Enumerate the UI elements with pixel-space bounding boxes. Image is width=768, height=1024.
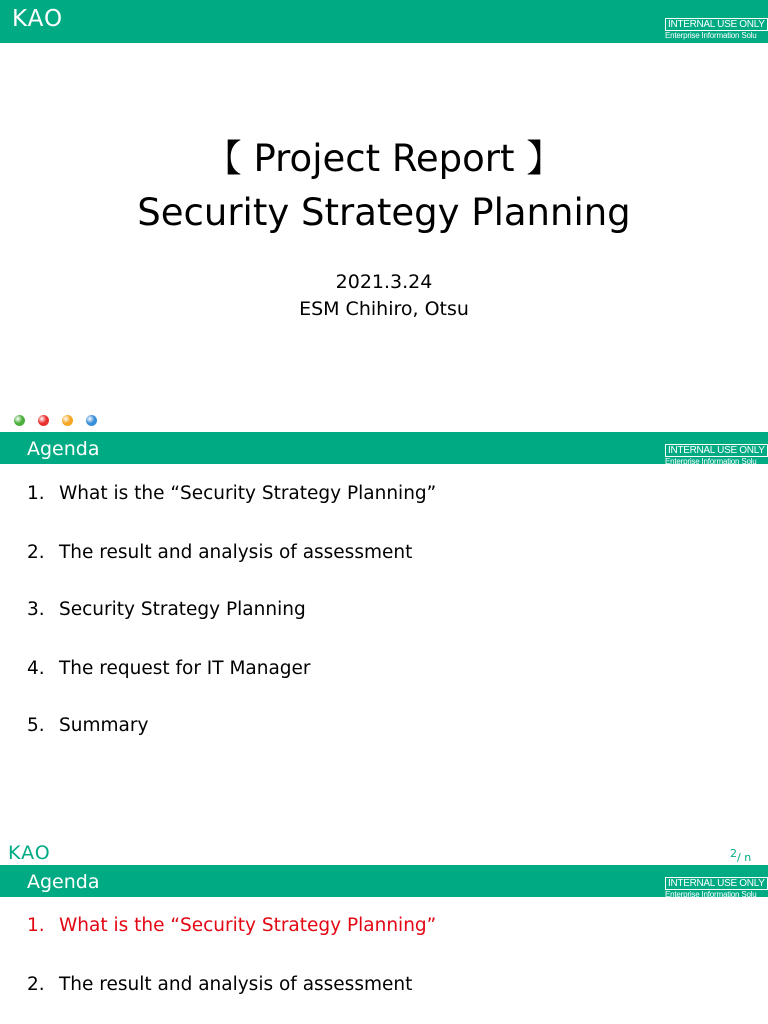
report-title: 【 Project Report 】 (204, 137, 564, 180)
internal-use-label: INTERNAL USE ONLY (665, 18, 768, 31)
agenda-heading: Agenda (27, 438, 100, 460)
red-dot-icon (38, 415, 49, 426)
header-bar (0, 0, 768, 43)
internal-use-label: INTERNAL USE ONLY (665, 877, 768, 890)
internal-use-badge (665, 438, 768, 466)
badge-subtext: Enterprise Information Solu (665, 890, 757, 899)
agenda-item: 1. What is the “Security Strategy Planning” (27, 483, 437, 504)
report-subtitle: Security Strategy Planning (137, 191, 631, 234)
internal-use-badge (665, 871, 768, 899)
green-dot-icon (14, 415, 25, 426)
report-date: 2021.3.24 (335, 271, 433, 293)
orange-dot-icon (62, 415, 73, 426)
agenda-item: 3. Security Strategy Planning (27, 599, 306, 620)
badge-subtext: Enterprise Information Solu (665, 457, 757, 466)
agenda-item: 5. Summary (27, 715, 149, 736)
kao-logo: KAO (12, 6, 64, 32)
report-author: ESM Chihiro, Otsu (299, 298, 469, 320)
title-slide (0, 0, 768, 432)
agenda-item: 4. The request for IT Manager (27, 658, 311, 679)
kao-logo: KAO (8, 842, 51, 864)
header-bar (0, 865, 768, 897)
agenda-item-active: 1. What is the “Security Strategy Planning” (27, 915, 437, 936)
agenda-slide-highlighted (0, 865, 768, 1024)
internal-use-label: INTERNAL USE ONLY (665, 444, 768, 457)
page-number: $^2$/ n (730, 847, 752, 864)
agenda-heading: Agenda (27, 871, 100, 893)
internal-use-badge (665, 12, 768, 40)
header-bar (0, 432, 768, 464)
agenda-item: 2. The result and analysis of assessment (27, 542, 413, 563)
blue-dot-icon (86, 415, 97, 426)
badge-subtext: Enterprise Information Solu (665, 31, 757, 40)
agenda-slide (0, 432, 768, 865)
agenda-item: 2. The result and analysis of assessment (27, 974, 413, 995)
